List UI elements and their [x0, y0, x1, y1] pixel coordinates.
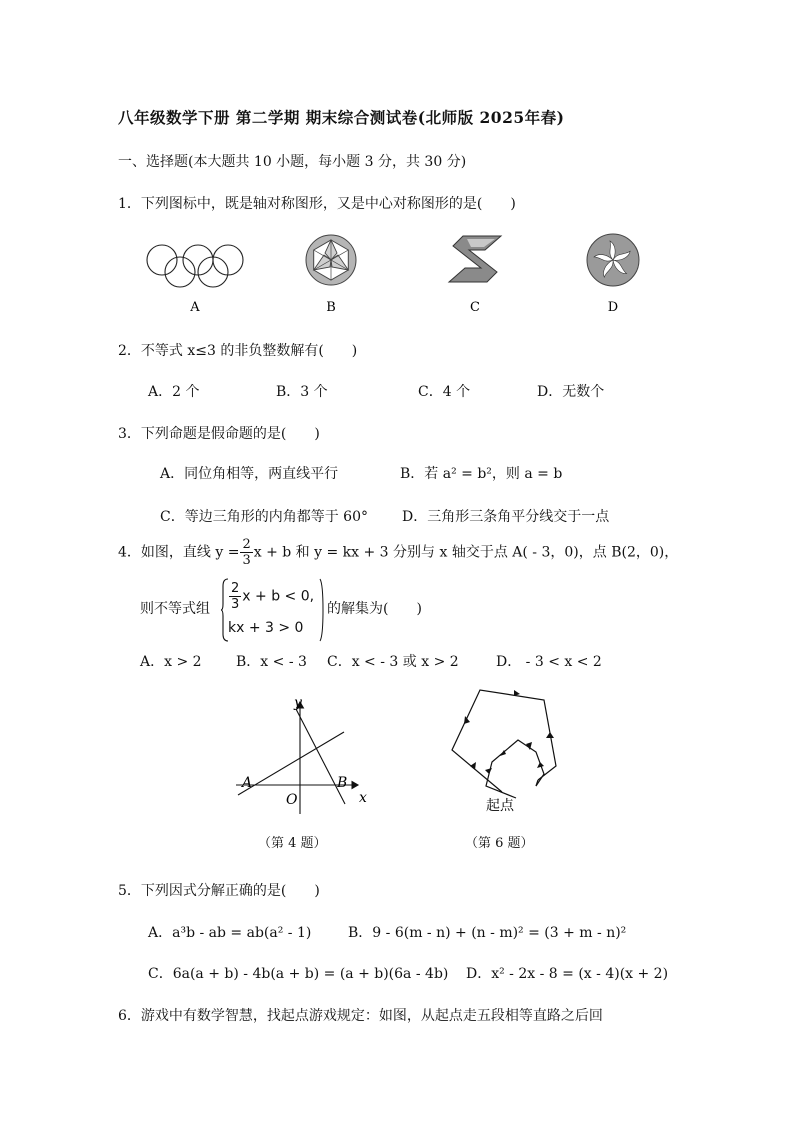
question-4-option-c: C．x < - 3 或 x > 2 — [327, 654, 459, 670]
option-label-c: C — [470, 300, 480, 315]
question-2-stem: 2．不等式 x≤3 的非负整数解有( ) — [118, 343, 358, 359]
question-3-option-c: C．等边三角形的内角都等于 60° — [160, 509, 368, 525]
direction-arrows — [464, 690, 554, 774]
figure-4-caption: （第 4 题） — [258, 836, 327, 851]
question-4-option-a: A．x > 2 — [140, 654, 202, 670]
question-5-stem: 5．下列因式分解正确的是( ) — [118, 883, 320, 899]
x-axis-label: x — [359, 790, 367, 806]
option-label-d: D — [607, 300, 619, 315]
inner-path — [486, 740, 544, 798]
option-label-b: B — [326, 300, 336, 315]
star-hexagon-icon — [306, 235, 356, 285]
page-title: 八年级数学下册 第二学期 期末综合测试卷(北师版 2025年春) — [118, 108, 565, 127]
question-5-option-b: B．9 - 6(m - n) + (n - m)² = (3 + m - n)² — [348, 925, 627, 941]
question-3-stem: 3．下列命题是假命题的是( ) — [118, 426, 320, 442]
figure-6-caption: （第 6 题） — [465, 836, 534, 851]
right-bracket-icon — [319, 578, 325, 642]
question-4-line2-prefix: 则不等式组 — [140, 601, 210, 617]
suzuki-s-icon — [449, 236, 501, 282]
inequality-line-1: $\frac{2}{3}$ x + b < 0, — [231, 581, 315, 612]
question-5-option-d: D．x² - 2x - 8 = (x - 4)(x + 2) — [466, 966, 669, 982]
question-2-option-b: B．3 个 — [276, 384, 328, 400]
question-6-stem: 6．游戏中有数学智慧，找起点游戏规定：如图，从起点走五段相等直路之后回 — [118, 1008, 603, 1024]
figure-question-6 — [440, 682, 570, 822]
y-axis-label: y — [294, 695, 302, 711]
question-4-option-d: D． - 3 < x < 2 — [496, 654, 602, 670]
option-label-a: A — [190, 300, 200, 315]
figure-question-4 — [228, 692, 378, 816]
inequality-system — [221, 578, 325, 642]
question-4-stem-prefix: 4．如图，直线 y = — [118, 544, 240, 561]
question-3-option-a: A．同位角相等，两直线平行 — [160, 466, 339, 482]
question-3-option-b: B．若 a² = b²，则 a = b — [400, 466, 563, 482]
fraction-two-thirds: $\frac{2}{3}$ — [242, 537, 251, 568]
question-5-option-c: C．6a(a + b) - 4b(a + b) = (a + b)(6a - 4b) — [148, 966, 449, 982]
question-3-option-d: D．三角形三条角平分线交于一点 — [402, 509, 610, 525]
question-4-stem-mid: x + b 和 y = kx + 3 分别与 x 轴交于点 A( - 3，0)，点 B(2，0)， — [253, 544, 679, 561]
outer-path — [452, 690, 556, 792]
question-2-option-c: C．4 个 — [418, 384, 471, 400]
question-4-option-b: B．x < - 3 — [236, 654, 307, 670]
olympic-rings-icon — [147, 245, 243, 287]
question-1-stem: 1．下列图标中，既是轴对称图形，又是中心对称图形的是( ) — [118, 196, 516, 212]
point-a-label: A — [242, 775, 253, 791]
inequality-line-2: kx + 3 > 0 — [228, 620, 304, 636]
question-5-option-a: A．a³b - ab = ab(a² - 1) — [148, 925, 312, 941]
question-4-line2-suffix: 的解集为( ) — [327, 601, 422, 617]
question-2-option-a: A．2 个 — [148, 384, 200, 400]
origin-label: O — [286, 792, 298, 808]
question-1-figures — [140, 232, 650, 322]
question-4-stem — [118, 538, 678, 567]
bauhinia-flower-icon — [587, 234, 639, 286]
start-point-label: 起点 — [486, 798, 514, 814]
section-heading: 一、选择题(本大题共 10 小题，每小题 3 分，共 30 分) — [118, 154, 467, 170]
point-b-label: B — [337, 775, 348, 791]
question-2-option-d: D．无数个 — [537, 384, 605, 400]
